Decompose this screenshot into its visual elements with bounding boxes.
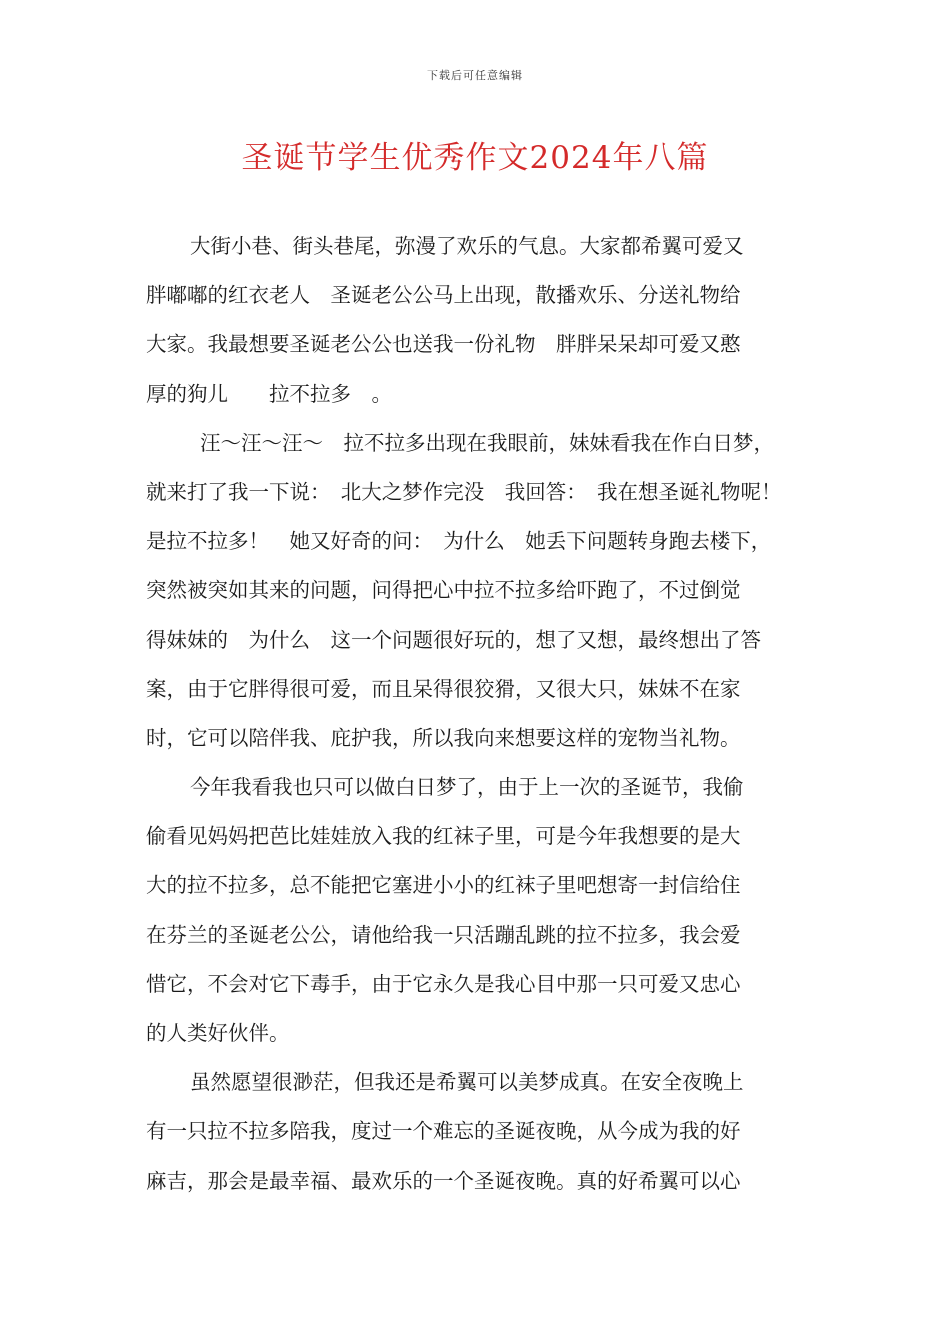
essay-body <box>146 222 810 1206</box>
text-line: 案，由于它胖得很可爱，而且呆得很狡猾，又很大只，妹妹不在家 <box>146 676 741 701</box>
text-line: 有一只拉不拉多陪我，度过一个难忘的圣诞夜晚，从今成为我的好 <box>146 1119 741 1144</box>
text-line: 虽然愿望很渺茫，但我还是希翼可以美梦成真。在安全夜晚上 <box>190 1070 744 1095</box>
document-title: 圣诞节学生优秀作文2024年八篇 <box>241 140 709 176</box>
text-line: 厚的狗儿 拉不拉多 。 <box>146 381 392 406</box>
text-line: 胖嘟嘟的红衣老人 圣诞老公公马上出现，散播欢乐、分送礼物给 <box>146 283 741 308</box>
text-line: 大街小巷、街头巷尾，弥漫了欢乐的气息。大家都希翼可爱又 <box>190 234 744 258</box>
text-line: 是拉不拉多！ 她又好奇的问： 为什么 她丢下问题转身跑去楼下， <box>146 529 772 554</box>
header-note: 下载后可任意编辑 <box>427 69 523 82</box>
text-line: 突然被突如其来的问题，问得把心中拉不拉多给吓跑了，不过倒觉 <box>146 578 741 603</box>
text-line: 得妹妹的 为什么 这一个问题很好玩的，想了又想，最终想出了答 <box>146 627 761 652</box>
text-line: 偷看见妈妈把芭比娃娃放入我的红袜子里，可是今年我想要的是大 <box>146 824 741 849</box>
text-line: 的人类好伙伴。 <box>146 1021 290 1045</box>
text-line: 麻吉，那会是最幸福、最欢乐的一个圣诞夜晚。真的好希翼可以心 <box>146 1168 741 1193</box>
text-line: 大的拉不拉多，总不能把它塞进小小的红袜子里吧想寄一封信给住 <box>146 873 741 898</box>
text-line: 汪～汪～汪～ 拉不拉多出现在我眼前，妹妹看我在作白日梦， <box>200 430 774 455</box>
text-line: 就来打了我一下说： 北大之梦作完没 我回答： 我在想圣诞礼物呢！ <box>146 479 782 504</box>
text-line: 在芬兰的圣诞老公公，请他给我一只活蹦乱跳的拉不拉多，我会爱 <box>146 922 741 947</box>
text-line: 惜它，不会对它下毒手，由于它永久是我心目中那一只可爱又忠心 <box>146 971 741 996</box>
text-line: 时，它可以陪伴我、庇护我，所以我向来想要这样的宠物当礼物。 <box>146 725 741 750</box>
text-line: 大家。我最想要圣诞老公公也送我一份礼物 胖胖呆呆却可爱又憨 <box>146 332 741 357</box>
text-line: 今年我看我也只可以做白日梦了，由于上一次的圣诞节，我偷 <box>190 775 744 800</box>
